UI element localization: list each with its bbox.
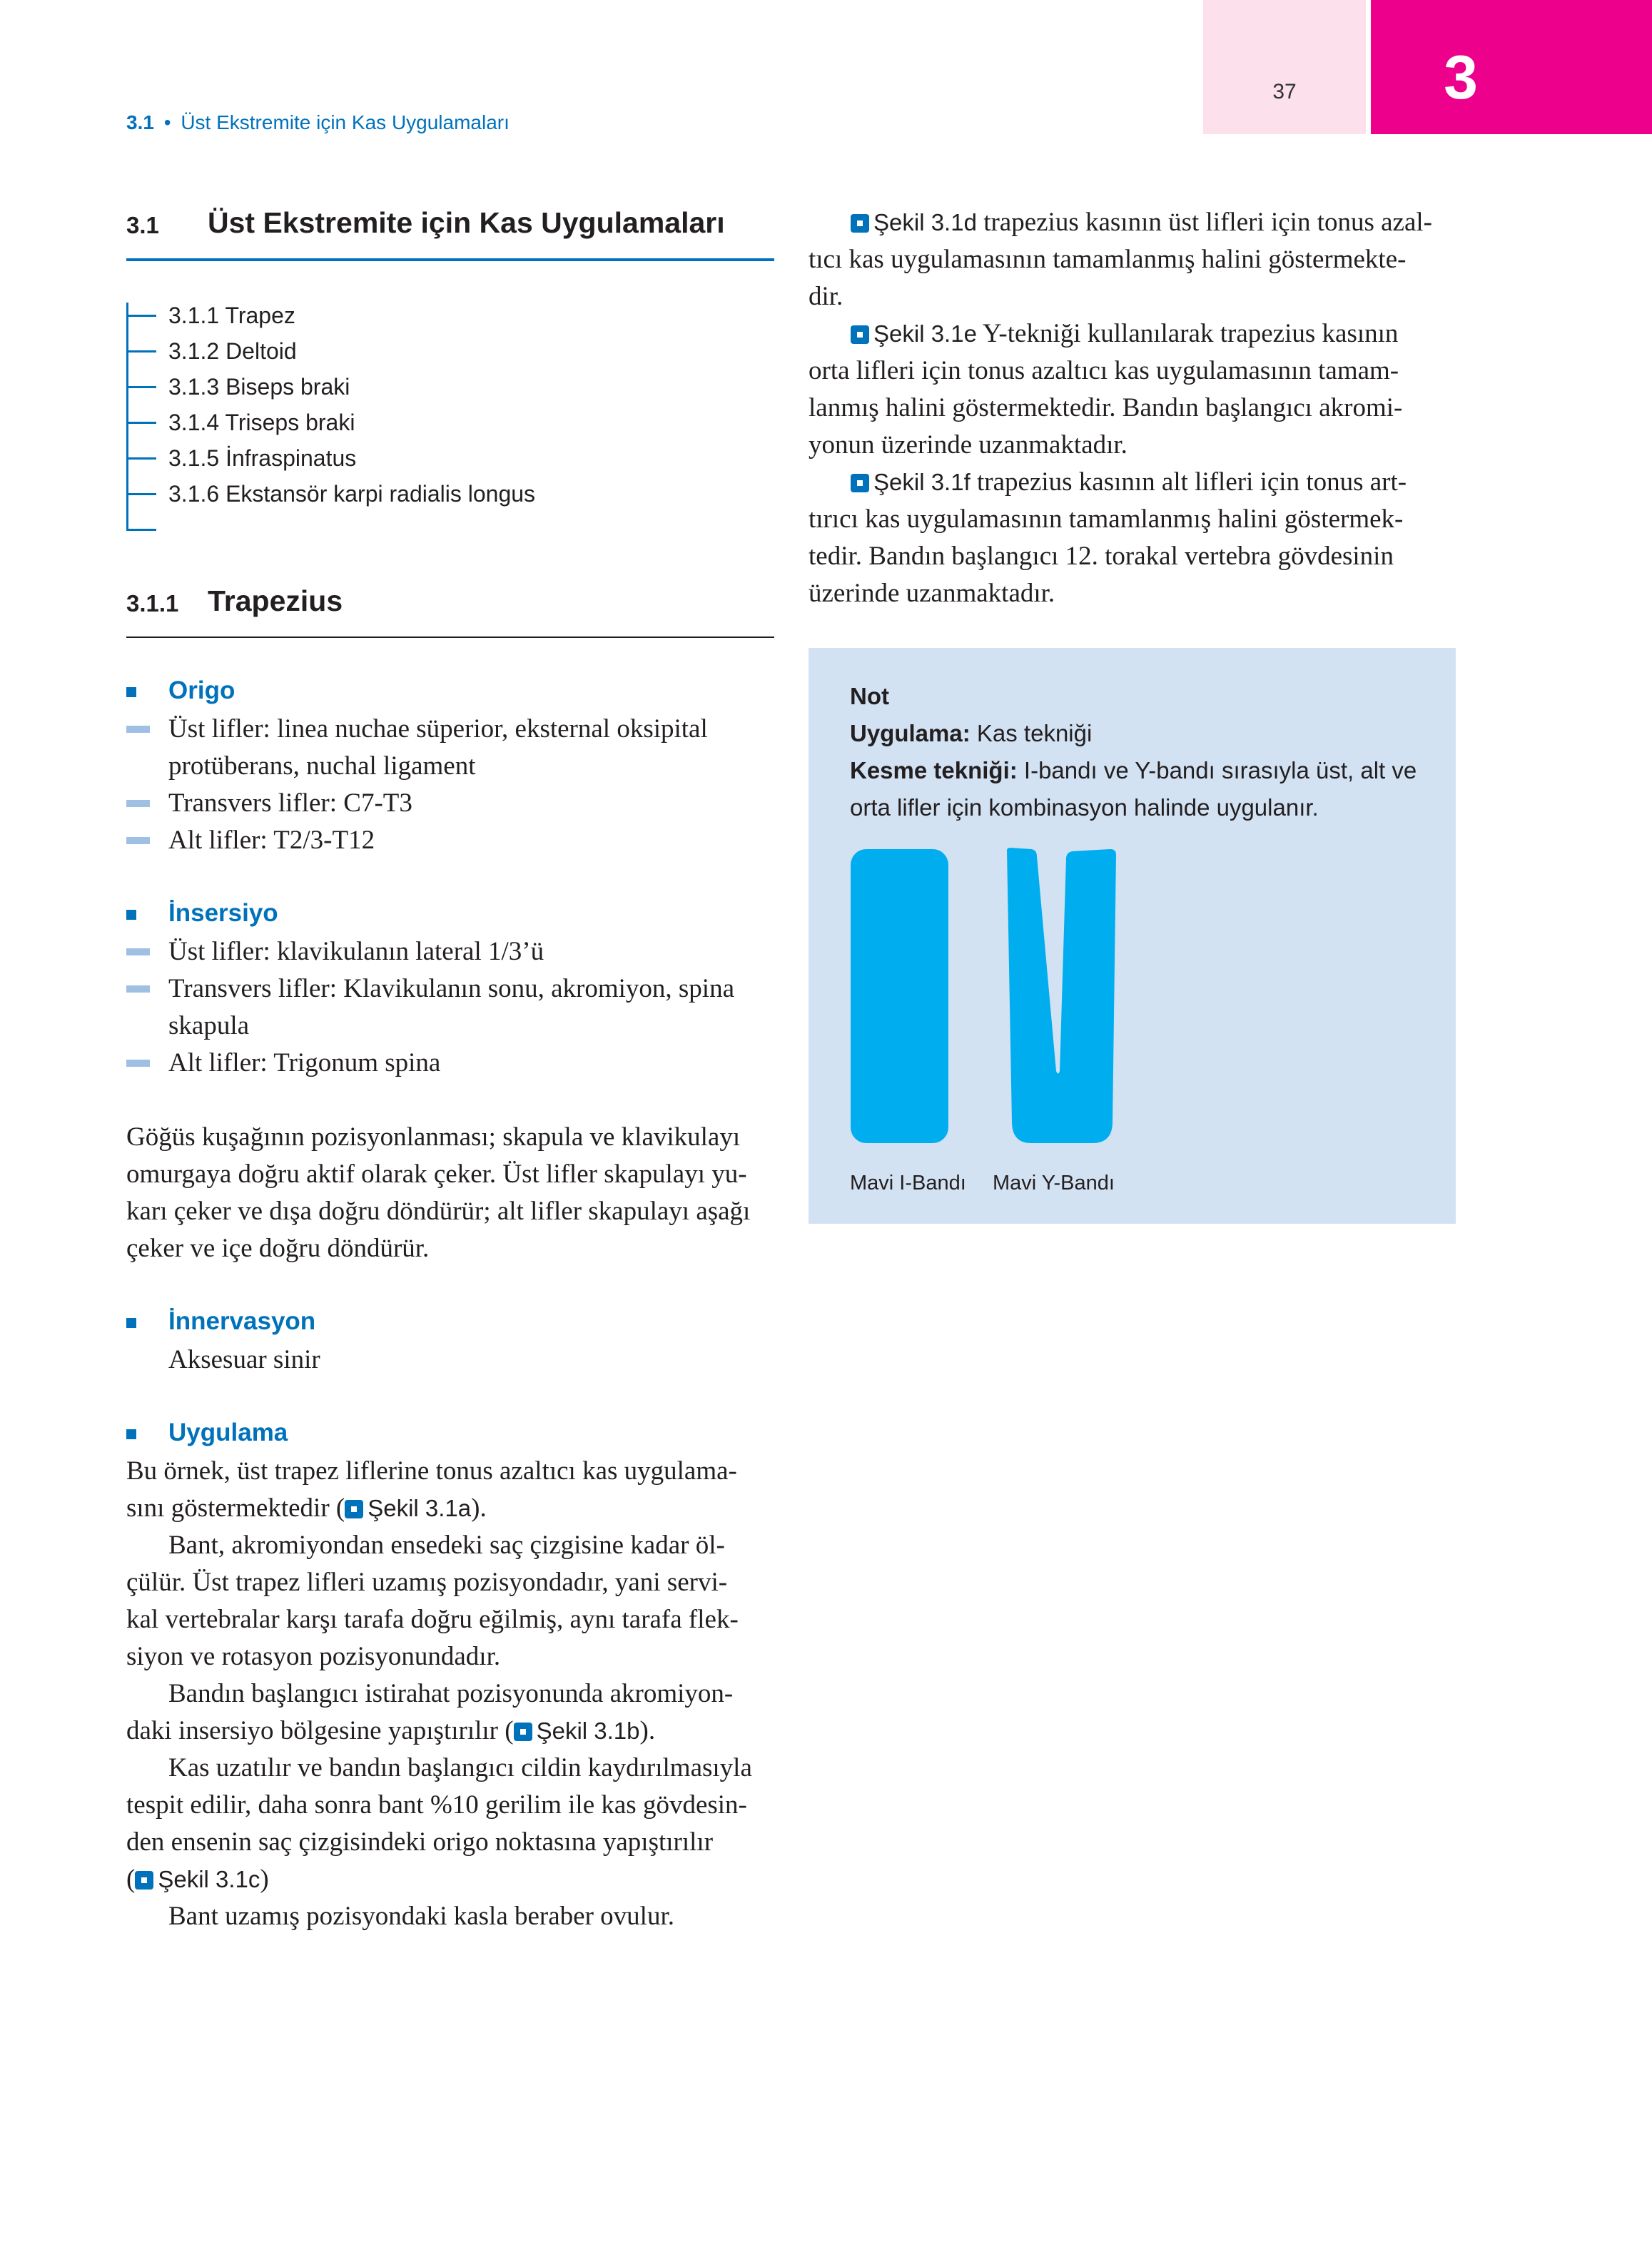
right-line: tıcı kas uygulamasının tamamlanmış halini göstermekte- [809,245,1407,274]
toc-item[interactable]: 3.1.3 Biseps braki [168,374,350,400]
origo-heading: Origo [168,676,235,704]
figure-ref-icon [135,1871,153,1890]
toc-tick [126,493,156,495]
text-span: trapezius kasının alt lifleri için tonus art- [970,467,1407,497]
running-header-separator: • [163,111,171,133]
chapter-number: 3 [1444,44,1478,112]
note-title: Not [850,683,889,709]
toc-item[interactable]: 3.1.4 Triseps braki [168,410,355,435]
figure-ref-icon [851,214,869,233]
uygulama-heading: Uygulama [168,1419,288,1446]
figure-ref-icon [851,325,869,344]
toc-tick [126,315,156,317]
list-dash [126,800,150,807]
i-band-tape [851,849,948,1143]
note-box [809,648,1456,1224]
tape-illustration [809,648,1456,1224]
figure-ref-link[interactable]: Şekil 3.1b [536,1718,640,1744]
toc-tick [126,529,156,531]
figure-ref-icon [345,1500,363,1518]
list-dash [126,948,150,955]
right-line: dir. [809,282,843,311]
origo-item: Transvers lifler: C7-T3 [168,788,412,818]
toc-tick [126,457,156,460]
right-line [851,315,1398,352]
uygulama-line: tespit edilir, daha sonra bant %10 gerilim ile kas gövdesin- [126,1790,747,1820]
text-span: daki insersiyo bölgesine yapıştırılır ( [126,1716,514,1745]
toc-item[interactable]: 3.1.2 Deltoid [168,338,297,364]
caption-i-band: Mavi I-Bandı [850,1172,966,1194]
text-span: Y-tekniği kullanılarak trapezius kasının [976,319,1399,348]
toc-item[interactable]: 3.1.1 Trapez [168,303,295,328]
origo-item-cont: protüberans, nuchal ligament [168,751,476,781]
text-span: ) [260,1865,269,1894]
figure-ref-link[interactable]: Şekil 3.1c [158,1866,260,1892]
uygulama-line: Bu örnek, üst trapez liflerine tonus azaltıcı kas uygulama- [126,1456,737,1486]
insersiyo-item: Alt lifler: Trigonum spina [168,1048,441,1077]
insersiyo-item: Transvers lifler: Klavikulanın sonu, akromiyon, spina [168,974,735,1003]
toc-tick [126,386,156,388]
section-title: Üst Ekstremite için Kas Uygulamaları [208,206,725,239]
subsection-number: 3.1.1 [126,590,179,617]
uygulama-line [126,1861,269,1898]
figure-ref-icon [851,474,869,492]
uygulama-line [126,1490,487,1527]
list-dash [126,1060,150,1067]
uygulama-line: Kas uzatılır ve bandın başlangıcı cildin kaydırılmasıyla [168,1753,752,1782]
right-line: tedir. Bandın başlangıcı 12. torakal vertebra gövdesinin [809,542,1394,571]
uygulama-line: çülür. Üst trapez lifleri uzamış pozisyondadır, yani servi- [126,1568,728,1597]
heading-bullet [126,910,136,920]
subsection-title: Trapezius [208,584,343,617]
uygulama-line: Bant, akromiyondan ensedeki saç çizgisine kadar öl- [168,1531,725,1560]
figure-ref-link[interactable]: Şekil 3.1e [873,320,977,347]
page-number: 37 [1272,80,1297,103]
right-line [851,464,1407,501]
function-line: Göğüs kuşağının pozisyonlanması; skapula ve klavikulayı [126,1122,741,1152]
right-line [851,204,1432,241]
note-label: Kesme tekniği: [850,757,1018,783]
uygulama-line: Bant uzamış pozisyondaki kasla beraber ovulur. [168,1902,674,1931]
list-dash [126,726,150,733]
right-line: üzerinde uzanmaktadır. [809,579,1055,608]
innervasyon-heading: İnnervasyon [168,1307,316,1335]
heading-bullet [126,1429,136,1439]
insersiyo-item-cont: skapula [168,1011,250,1040]
uygulama-line: den ensenin saç çizgisindeki origo noktasına yapıştırılır [126,1827,714,1857]
section-number: 3.1 [126,212,159,238]
toc-item[interactable]: 3.1.5 İnfraspinatus [168,445,357,471]
toc-tick [126,422,156,424]
insersiyo-item: Üst lifler: klavikulanın lateral 1/3’ü [168,937,544,966]
figure-ref-icon [514,1723,532,1741]
subsection-rule [126,636,774,638]
caption-y-band: Mavi Y-Bandı [993,1172,1115,1194]
insersiyo-heading: İnsersiyo [168,899,278,927]
right-line: tırıcı kas uygulamasının tamamlanmış halini göstermek- [809,504,1404,534]
note-cutting-cont: orta lifler için kombinasyon halinde uygulanır. [850,794,1319,821]
text-span: trapezius kasının üst lifleri için tonus azal- [976,208,1433,237]
innervasyon-text: Aksesuar sinir [168,1345,320,1374]
heading-bullet [126,687,136,697]
uygulama-line: siyon ve rotasyon pozisyonundadır. [126,1642,501,1671]
note-label: Uygulama: [850,720,971,746]
origo-item: Alt lifler: T2/3-T12 [168,826,375,855]
uygulama-line [126,1713,655,1750]
text-span: sını göstermektedir ( [126,1493,345,1523]
y-band-tape [1007,848,1116,1143]
uygulama-line: Bandın başlangıcı istirahat pozisyonunda akromiyon- [168,1679,734,1708]
uygulama-line: kal vertebralar karşı tarafa doğru eğilmiş, aynı tarafa flek- [126,1605,739,1634]
running-header [126,111,510,134]
origo-item: Üst lifler: linea nuchae süperior, eksternal oksipital [168,714,708,744]
toc-item[interactable]: 3.1.6 Ekstansör karpi radialis longus [168,481,536,507]
right-line: lanmış halini göstermektedir. Bandın başlangıcı akromi- [809,393,1403,422]
running-header-title: Üst Ekstremite için Kas Uygulamaları [181,111,510,133]
figure-ref-link[interactable]: Şekil 3.1d [873,209,977,235]
text-span: ). [471,1493,487,1523]
toc-tick [126,350,156,352]
note-value: I-bandı ve Y-bandı sırasıyla üst, alt ve [1017,757,1417,783]
figure-ref-link[interactable]: Şekil 3.1f [873,469,971,495]
figure-ref-link[interactable]: Şekil 3.1a [368,1495,472,1521]
page-number-tab [1203,0,1366,134]
right-line: orta lifleri için tonus azaltıcı kas uygulamasının tamam- [809,356,1399,385]
function-line: karı çeker ve dışa doğru döndürür; alt lifler skapulayı aşağı [126,1197,751,1226]
right-line: yonun üzerinde uzanmaktadır. [809,430,1127,460]
note-value: Kas tekniği [970,720,1093,746]
toc-bracket [126,303,128,529]
running-header-number: 3.1 [126,111,154,133]
text-span: ( [126,1865,136,1894]
list-dash [126,985,150,993]
text-span: ). [639,1716,656,1745]
heading-bullet [126,1318,136,1328]
list-dash [126,837,150,844]
section-rule [126,258,774,261]
function-line: omurgaya doğru aktif olarak çeker. Üst lifler skapulayı yu- [126,1160,747,1189]
function-line: çeker ve içe doğru döndürür. [126,1234,430,1263]
